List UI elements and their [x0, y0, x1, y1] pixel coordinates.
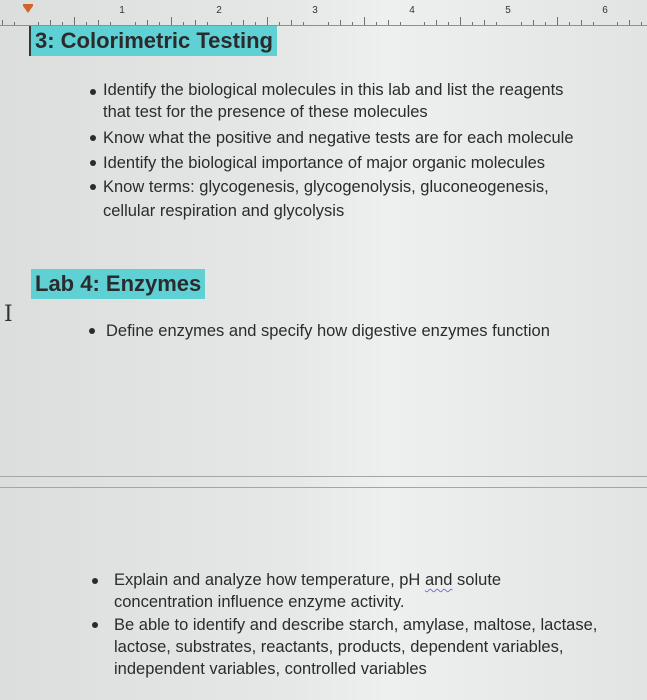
ruler-tick: [388, 20, 389, 25]
bullet: [90, 89, 96, 95]
left-indent-marker[interactable]: [23, 6, 33, 13]
ruler-tick: [159, 22, 160, 25]
ruler-tick: [352, 22, 353, 25]
ruler-tick: [62, 22, 63, 25]
ruler-tick: [641, 22, 642, 25]
ruler-tick: [617, 22, 618, 25]
text-line[interactable]: cellular respiration and glycolysis: [103, 202, 345, 220]
text-line[interactable]: independent variables, controlled variables: [114, 660, 427, 678]
bullet: [90, 160, 96, 166]
ruler-tick: [74, 17, 75, 25]
ruler-tick: [255, 22, 256, 25]
ruler-tick: [135, 22, 136, 25]
ruler-number: 3: [312, 5, 318, 16]
ruler-tick: [593, 22, 594, 25]
ruler-number: 1: [119, 5, 125, 16]
ruler-tick: [303, 22, 304, 25]
ruler-tick: [291, 20, 292, 25]
page-break-top: [0, 487, 647, 488]
ruler-tick: [98, 20, 99, 25]
ruler-number: 2: [216, 5, 222, 16]
text-line[interactable]: concentration influence enzyme activity.: [114, 593, 405, 611]
text-segment: solute: [452, 571, 502, 589]
section-heading-colorimetric[interactable]: 3: Colorimetric Testing: [31, 26, 277, 56]
ruler-tick: [207, 22, 208, 25]
ruler-tick: [171, 17, 172, 25]
text-line[interactable]: lactose, substrates, reactants, products, dependent variables,: [114, 638, 564, 656]
text-line[interactable]: Know what the positive and negative tests are for each molecule: [103, 129, 574, 147]
text-line[interactable]: Be able to identify and describe starch, amylase, maltose, lactase,: [114, 616, 598, 634]
ruler-tick: [484, 20, 485, 25]
grammar-flagged-word[interactable]: and: [424, 571, 453, 589]
bullet: [90, 135, 96, 141]
bullet: [90, 184, 96, 190]
ruler-tick: [50, 20, 51, 25]
bullet: [92, 622, 98, 628]
ibeam-cursor-icon: I: [4, 302, 13, 327]
ruler-tick: [243, 20, 244, 25]
ruler-tick: [569, 22, 570, 25]
ruler-tick: [424, 22, 425, 25]
ruler-tick: [460, 17, 461, 25]
ruler-tick: [376, 22, 377, 25]
ruler[interactable]: [0, 0, 647, 26]
page-break-bottom: [0, 476, 647, 477]
ruler-tick: [147, 20, 148, 25]
ruler-tick: [110, 22, 111, 25]
text-line[interactable]: Identify the biological importance of major organic molecules: [103, 154, 546, 172]
section-heading-enzymes[interactable]: Lab 4: Enzymes: [31, 269, 205, 299]
bullet: [92, 578, 98, 584]
ruler-tick: [533, 20, 534, 25]
text-segment: Explain and analyze how temperature, pH: [114, 571, 425, 589]
text-line[interactable]: Know terms: glycogenesis, glycogenolysis, gluconeogenesis,: [103, 178, 549, 196]
ruler-tick: [328, 22, 329, 25]
text-line[interactable]: that test for the presence of these molecules: [103, 103, 428, 121]
ruler-tick: [86, 22, 87, 25]
ruler-tick: [38, 22, 39, 25]
ruler-tick: [557, 17, 558, 25]
ruler-number: 5: [505, 5, 511, 16]
ruler-tick: [400, 22, 401, 25]
ruler-tick: [14, 22, 15, 25]
bullet: [89, 328, 95, 334]
ruler-tick: [2, 20, 3, 25]
ruler-tick: [340, 20, 341, 25]
text-line[interactable]: Define enzymes and specify how digestive enzymes function: [106, 322, 550, 340]
ruler-tick: [496, 22, 497, 25]
ruler-tick: [436, 20, 437, 25]
ruler-tick: [545, 22, 546, 25]
ruler-number: 6: [602, 5, 608, 16]
ruler-tick: [448, 22, 449, 25]
ruler-tick: [195, 20, 196, 25]
ruler-tick: [279, 22, 280, 25]
ruler-tick: [183, 22, 184, 25]
ruler-tick: [472, 22, 473, 25]
text-line[interactable]: [114, 570, 501, 590]
ruler-tick: [364, 17, 365, 25]
text-line[interactable]: Identify the biological molecules in this lab and list the reagents: [103, 81, 564, 99]
ruler-tick: [581, 20, 582, 25]
ruler-number: 4: [409, 5, 415, 16]
ruler-tick: [267, 17, 268, 25]
ruler-tick: [629, 20, 630, 25]
ruler-tick: [521, 22, 522, 25]
ruler-tick: [231, 22, 232, 25]
